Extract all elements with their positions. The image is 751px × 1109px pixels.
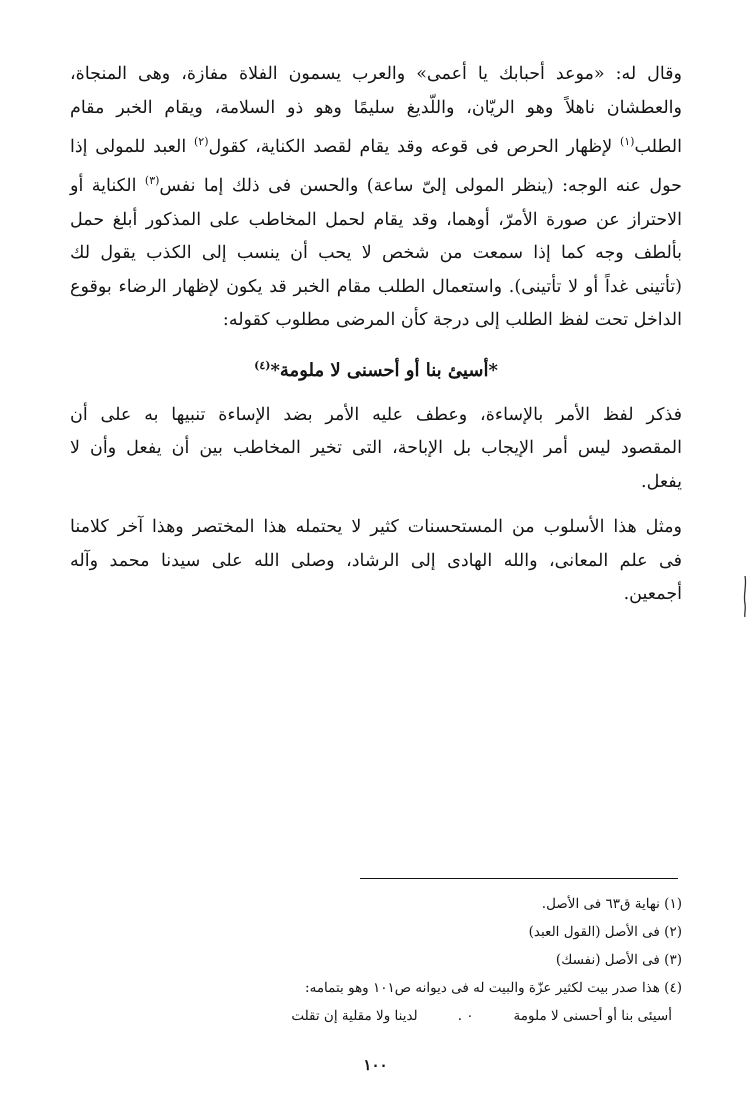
footnote-verse: [70, 1002, 682, 1030]
text-line: والعطشان ناهلاً وهو الريّان، واللّديغ سليمًا وهو ذو السلامة، ويقام الخبر مقام: [70, 97, 682, 118]
text-fragment: الطلب: [634, 136, 682, 157]
text-line: فى علم المعانى، والله الهادى إلى الرشاد، وصلى الله على سيدنا محمد وآله: [70, 550, 682, 571]
text-line: ومثل هذا الأسلوب من المستحسنات كثير لا يحتمله هذا المختصر وهذا آخر كلامنا: [70, 517, 682, 538]
footnote-2: (٢) فى الأصل (القول العبد): [528, 924, 682, 940]
scan-edge-mark: [742, 574, 748, 618]
text-fragment: لإظهار الحرص فى قوعه وقد يقام لقصد الكناية، كقول: [208, 136, 613, 157]
text-line: المقصود ليس أمر الإيجاب بل الإباحة، التى تخير المخاطب بين أن يفعل وأن لا: [70, 438, 682, 459]
text-line: [70, 125, 682, 164]
footnote-3: (٣) فى الأصل (نفسك): [555, 952, 682, 968]
page-number: ١٠٠: [363, 1056, 388, 1074]
text-fragment: الكناية أو: [70, 176, 137, 197]
footnote-ref: (٤): [254, 358, 271, 372]
footnote-divider: [360, 878, 678, 879]
paragraph-2: [70, 399, 682, 500]
text-line: وقال له: «موعد أحبابك يا أعمى» والعرب يسمون الفلاة مفازة، وهى المنجاة،: [70, 64, 682, 84]
text-line: يفعل.: [641, 471, 682, 492]
verse-separator: ٠ .: [457, 1008, 474, 1024]
text-line: الاحتراز عن صورة الأمرّ، أوهما، وقد يقام لحمل المخاطب على المذكور أبلغ حمل: [70, 209, 682, 230]
text-fragment: حول عنه الوجه: (ينظر المولى إلىّ ساعة) والحسن فى ذلك إما نفس: [159, 176, 682, 197]
footnote-ref: (٢): [193, 135, 209, 148]
text-line: الداخل تحت لفظ الطلب إلى درجة كأن المرضى مطلوب كقوله:: [222, 310, 682, 331]
verse-second-hemistich: لدينا ولا مقلية إن تقلت: [291, 1008, 418, 1024]
quoted-verse: [70, 350, 682, 387]
text-line: (تأتينى غداً أو لا تأتينى). واستعمال الطلب مقام الخبر قد يكون لإظهار الرضاء بوقوع: [70, 276, 682, 297]
footnote-1: (١) نهاية ق٦٣ فى الأصل.: [541, 896, 682, 912]
paragraph-3: [70, 511, 682, 612]
footnotes: [70, 890, 682, 1030]
text-line: [70, 164, 682, 203]
text-fragment: العبد للمولى إذا: [70, 136, 187, 157]
text-line: بألطف وجه كما إذا سمعت من شخص لا يحب أن ينسب إلى الكذب يقول لك: [70, 243, 682, 264]
text-line: أجمعين.: [623, 584, 682, 605]
text-line: فذكر لفظ الأمر بالإساءة، وعطف عليه الأمر بضد الإساءة تنبيها به على أن: [70, 404, 682, 425]
main-text: [70, 58, 682, 624]
footnote-ref: (٣): [144, 174, 160, 188]
verse-text: *أسيئ بنا أو أحسنى لا ملومة*: [270, 359, 498, 381]
footnote-4: (٤) هذا صدر بيت لكثير عزّة والبيت له فى ديوانه ص١٠١ وهو بتمامه:: [305, 980, 682, 996]
verse-first-hemistich: أسيئى بنا أو أحسنى لا ملومة: [513, 1008, 672, 1024]
footnote-ref: (١): [619, 135, 635, 148]
paragraph-1: [70, 58, 682, 338]
